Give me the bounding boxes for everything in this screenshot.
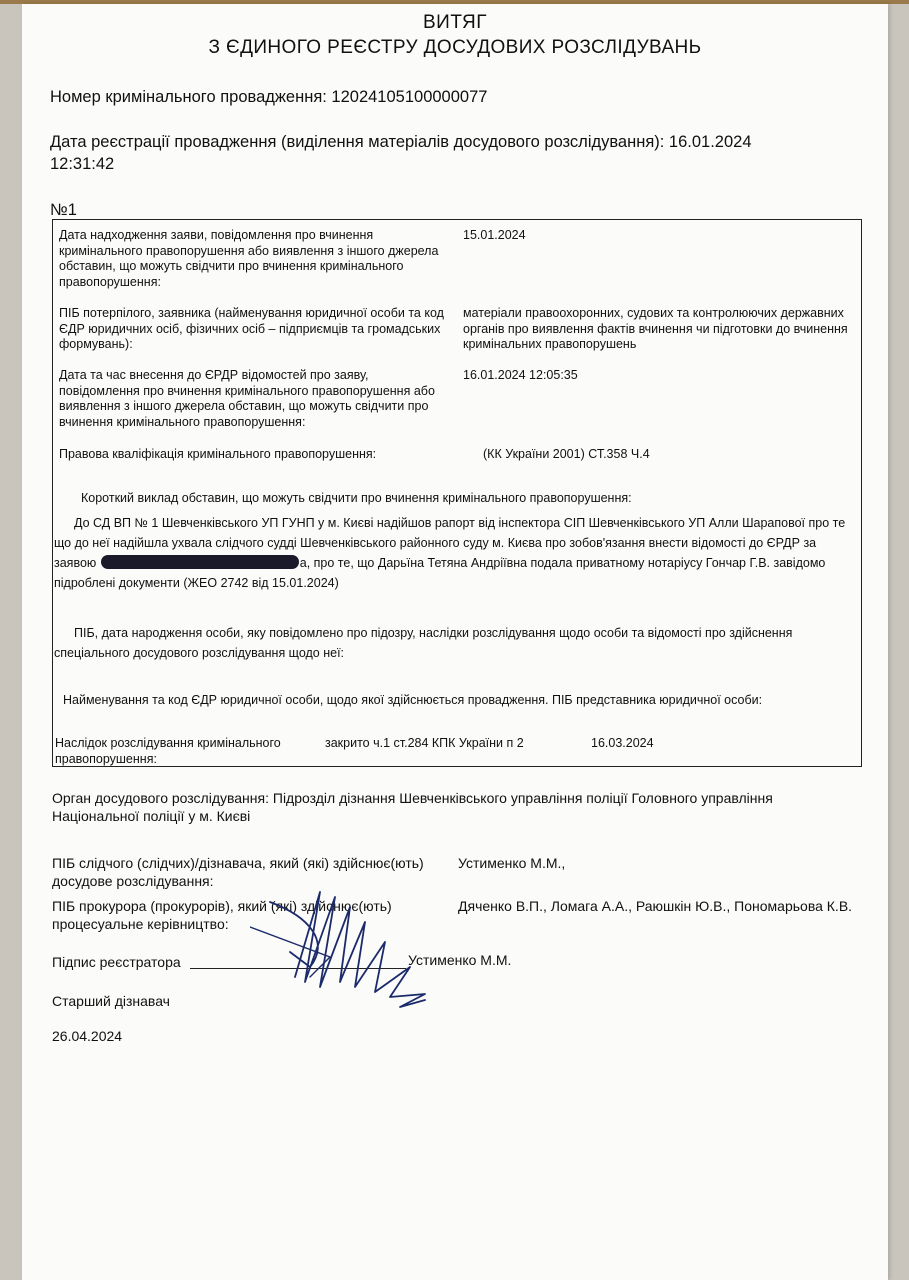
investigator-label: ПІБ слідчого (слідчих)/дізнавача, який (які) здійснює(ють) досудове розслідування: — [52, 855, 424, 889]
row-value-qualification: (КК України 2001) СТ.358 Ч.4 — [483, 447, 650, 461]
summary-text — [54, 513, 858, 593]
document-title: ВИТЯГ — [422, 12, 488, 33]
investigation-organ: Орган досудового розслідування: Підрозділ дізнання Шевченківського управління поліції Головного управління Національної поліції у м. Києві — [52, 790, 773, 824]
row-label-qualification: Правова кваліфікація кримінального правопорушення: — [59, 447, 377, 461]
prosecutor-label: ПІБ прокурора (прокурорів), який (які) здійснює(ють) процесуальне керівництво: — [52, 898, 392, 932]
record-table — [52, 219, 862, 767]
row-value-entry-date: 16.01.2024 12:05:35 — [463, 368, 578, 382]
row-value-victim: матеріали правоохоронних, судових та контролюючих державних органів про виявлення фактів вчинення чи підготовки до вчинення кримінальних правопорушень — [463, 306, 848, 351]
row-label-entry-date: Дата та час внесення до ЄРДР відомостей про заяву, повідомлення про вчинення кримінального правопорушення або виявлення з іншого джерела обставин, що можуть свідчити про вчинення кримінального правопорушення: — [59, 368, 435, 429]
registrar-name: Устименко М.М. — [408, 952, 512, 968]
summary-heading: Короткий виклад обставин, що можуть свідчити про вчинення кримінального правопорушення: — [81, 491, 632, 505]
section-number: №1 — [50, 201, 77, 219]
prosecutor-names: Дяченко В.П., Ломага А.А., Раюшкін Ю.В., Пономарьова К.В. — [458, 898, 853, 914]
result-value: закрито ч.1 ст.284 КПК України п 2 — [325, 736, 524, 750]
suspect-info: ПІБ, дата народження особи, яку повідомлено про підозру, наслідки розслідування щодо особи та відомості про здійснення спеціального досудового розслідування щодо неї: — [54, 626, 793, 660]
document-date: 26.04.2024 — [52, 1028, 123, 1044]
result-date: 16.03.2024 — [591, 736, 654, 750]
summary-text-part1: До СД ВП № 1 Шевченківського УП ГУНП у м. Києві надійшов рапорт від інспектора СІП Шевченківського УП Алли Шарапової про те що до неї надійшла ухвала слідчого судді Шевченківського районного суду м. Києва про зобов'язання внести відомості до ЄРДР за заявою — [54, 516, 846, 570]
signature-mark — [250, 882, 440, 1017]
result-label: Наслідок розслідування кримінального правопорушення: — [55, 736, 281, 766]
document-page — [22, 4, 888, 1280]
registration-date: Дата реєстрації провадження (виділення матеріалів досудового розслідування): 16.01.2024 — [50, 133, 752, 151]
summary-text-part2: а, про те, що Дарьїна Тетяна Андріївна подала приватному нотаріусу Гончар Г.В. завідомо підроблені документи (ЖЕО 2742 від 15.01.2024) — [54, 556, 826, 590]
signature-label: Підпис реєстратора — [52, 954, 181, 970]
registrar-position: Старший дізнавач — [52, 993, 170, 1009]
row-label-victim: ПІБ потерпілого, заявника (найменування юридичної особи та код ЄДР юридичних осіб, фізичних осіб – підприємців та громадських формувань): — [59, 306, 444, 351]
registration-time: 12:31:42 — [50, 155, 115, 173]
document-subtitle: З ЄДИНОГО РЕЄСТРУ ДОСУДОВИХ РОЗСЛІДУВАНЬ — [208, 37, 702, 58]
redaction-mark — [101, 555, 299, 569]
row-label-receipt-date: Дата надходження заяви, повідомлення про вчинення кримінального правопорушення або виявлення з іншого джерела обставин, що можуть свідчити про вчинення кримінального правопорушення: — [59, 228, 439, 289]
legal-entity-info: Найменування та код ЄДР юридичної особи, щодо якої здійснюється провадження. ПІБ представника юридичної особи: — [63, 693, 763, 707]
row-value-receipt-date: 15.01.2024 — [463, 228, 526, 242]
investigator-name: Устименко М.М., — [458, 855, 566, 871]
case-number: Номер кримінального провадження: 12024105100000077 — [50, 88, 488, 106]
